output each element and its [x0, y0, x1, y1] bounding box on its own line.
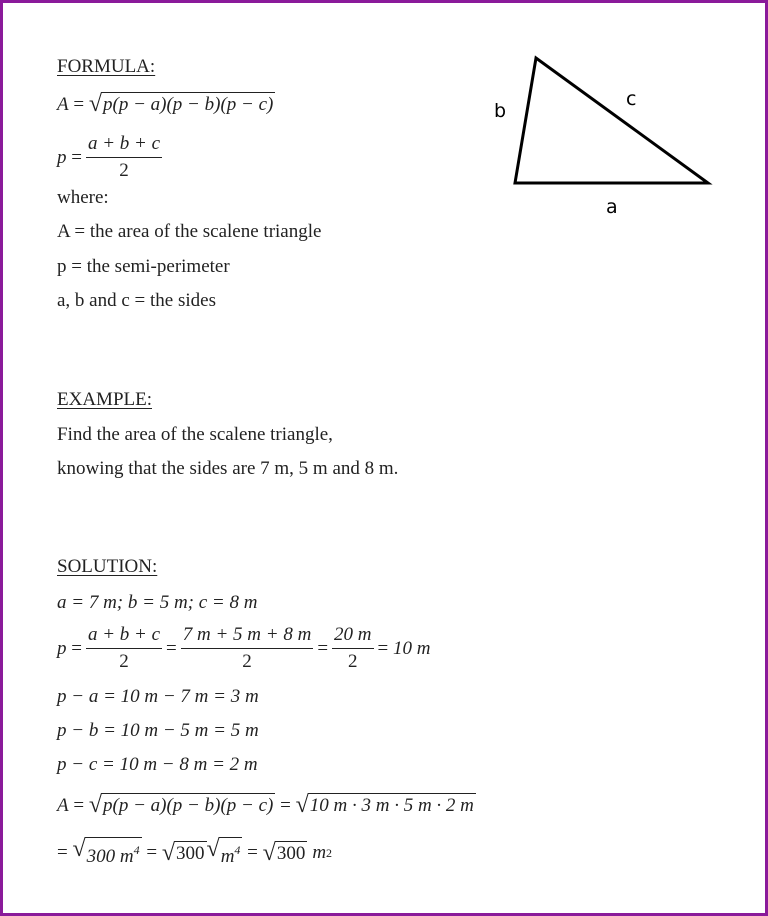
fraction: $\frac{7 m + 5 m + 8 m}{2}$ [182, 624, 312, 672]
label-side-c: c [626, 88, 637, 110]
sqrt-symbol: √ $m^4$ [206, 836, 241, 867]
label-side-b: b [494, 100, 507, 122]
sqrt-symbol: √ 300 $m^4$ [72, 836, 140, 867]
triangle-diagram [480, 40, 730, 230]
sqrt-symbol: √ 300 [262, 839, 306, 866]
fraction: $\frac{a + b + c}{2}$ [87, 624, 161, 672]
fraction: $\frac{a + b + c}{2}$ [87, 133, 161, 181]
difference-p-c: p − c = 10 m − 8 m = 2 m [57, 754, 258, 775]
difference-p-a: p − a = 10 m − 7 m = 3 m [57, 686, 259, 707]
definition-area: A = the area of the scalene triangle [57, 221, 322, 242]
where-label: where: [57, 187, 109, 208]
semi-perimeter-formula: p = $\frac{a + b + c}{2}$ [57, 133, 161, 181]
solution-heading: SOLUTION: [57, 556, 158, 577]
semi-perimeter-calc: p = $\frac{a + b + c}{2}$ = $\frac{7 m + 5 m + 8 m}{2}$ = $\frac{20 m}{2}$ = 10 m [57, 624, 431, 672]
sqrt-symbol: √ 300 [161, 839, 205, 866]
example-heading: EXAMPLE: [57, 389, 152, 410]
difference-p-b: p − b = 10 m − 5 m = 5 m [57, 720, 259, 741]
example-line-1: Find the area of the scalene triangle, [57, 424, 333, 445]
sqrt-symbol: √ p(p − a)(p − b)(p − c) [88, 792, 274, 818]
fraction: $\frac{20 m}{2}$ [334, 624, 372, 672]
given-values: a = 7 m; b = 5 m; c = 8 m [57, 592, 258, 613]
definition-semi-perimeter: p = the semi-perimeter [57, 256, 230, 277]
formula-heading: FORMULA: [57, 56, 156, 77]
label-side-a: a [606, 196, 618, 218]
area-calc-line-2: = √ 300 $m^4$ = √ 300 √ $m^4$ = √ 300 m 2 [57, 836, 333, 867]
sqrt-symbol: √ p(p − a)(p − b)(p − c) [88, 91, 274, 117]
area-calc-line-1: A = √ p(p − a)(p − b)(p − c) = √ 10 m · 3 m · 5 m · 2 m [57, 792, 474, 818]
definition-sides: a, b and c = the sides [57, 290, 216, 311]
example-line-2: knowing that the sides are 7 m, 5 m and 8 m. [57, 458, 399, 479]
sqrt-symbol: √ 10 m · 3 m · 5 m · 2 m [295, 792, 474, 818]
area-formula: A = √ p(p − a)(p − b)(p − c) [57, 91, 274, 117]
